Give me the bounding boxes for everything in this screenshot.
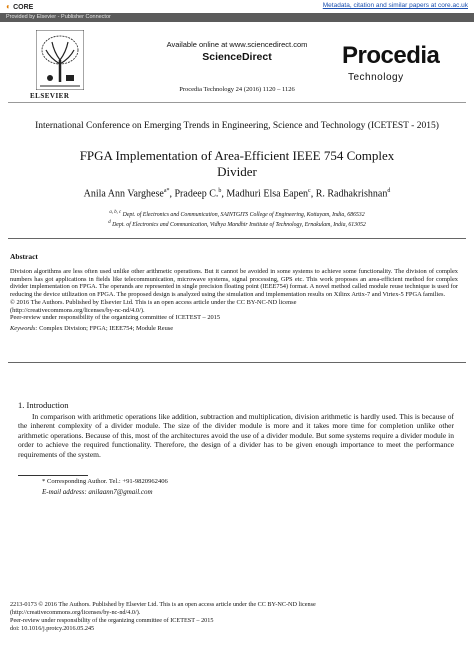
keywords-text: Complex Division; FPGA; IEEE754; Module Reuse [39, 324, 174, 332]
available-online-text: Available online at www.sciencedirect.com [166, 40, 308, 49]
elsevier-wordmark: ELSEVIER [30, 92, 70, 100]
affiliation-1 [20, 210, 454, 218]
procedia-logo: Procedia [342, 42, 440, 69]
footer-license-link[interactable]: (http://creativecommons.org/licenses/by-nc-nd/4.0/). [10, 609, 141, 616]
procedia-technology-subtitle: Technology [348, 72, 404, 83]
journal-reference: Procedia Technology 24 (2016) 1120 – 1126 [179, 86, 295, 93]
author-superscript: c [308, 188, 311, 194]
author-name: R. Radhakrishnan [315, 188, 388, 200]
abstract-peer-review: Peer-review under responsibility of the organizing committee of ICETEST – 2015 [10, 314, 221, 322]
affiliation-2-text: Dept. of Electronics and Communication, Vidhya Mandhir Institute of Technology, Ernakulam, India, 613052 [112, 221, 366, 228]
introduction-paragraph: In comparison with arithmetic operations like addition, subtraction and multiplication, division arithmetic is hardly used. This is because of the inherent complexity of a divider module. The size of the divider module is more and it takes more time for completion unlike other arithmetic operations. Because of this, most of the architectures avoid the use of a divider module. But some systems require a divider module in order to achieve the required functionality. Therefore, the design of a divider has to be given enough importance to meet the performance requirements of the system. [18, 412, 454, 459]
provider-text: Provided by Elsevier - Publisher Connector [6, 14, 111, 20]
page-footer [10, 601, 470, 633]
footer-doi[interactable]: doi: 10.1016/j.protcy.2016.05.245 [10, 625, 95, 632]
author-superscript: d [387, 188, 391, 194]
footer-peer-review: Peer-review under responsibility of the organizing committee of ICETEST – 2015 [10, 617, 214, 624]
paper-title-line-2: Divider [217, 164, 257, 179]
core-logo[interactable] [6, 2, 33, 11]
affiliation-2-superscript: d [108, 220, 111, 225]
sciencedirect-logo: ScienceDirect [202, 51, 272, 63]
keywords [10, 325, 458, 333]
abstract-license-link[interactable]: (http://creativecommons.org/licenses/by-nc-nd/4.0/). [10, 306, 145, 314]
author-superscript: a* [163, 188, 170, 194]
affiliation-2 [20, 220, 454, 228]
email-footnote: E-mail address: anilaann7@gmail.com [42, 488, 153, 496]
keywords-label: Keywords: [10, 324, 38, 332]
header-divider [8, 102, 466, 103]
conference-name: International Conference on Emerging Trends in Engineering, Science and Technology (ICETEST - 2015) [35, 121, 439, 131]
author-superscript: b [218, 188, 222, 194]
section-heading-introduction: 1. Introduction [18, 400, 69, 410]
corresponding-author-footnote: * Corresponding Author. Tel.: +91-9820962406 [42, 478, 168, 485]
abstract-copyright: © 2016 The Authors. Published by Elsevier Ltd. This is an open access article under the CC BY-NC-ND license [10, 298, 297, 306]
footnote-rule [18, 475, 88, 476]
abstract-text: Division algorithms are less often used unlike other arithmetic operations. But it cannot be avoided in some systems to achieve some functionality. The division of complex numbers has got applications in fields like telecommunication, microwave systems, signal processing, GPS etc. This work proposes an area-efficient method for complex divider implementation on FPGA. The operands are represented in single precision floating point (IEEE754) format. A novel method called module reuse technique is used for reducing the device utilization on FPGA. The proposed design is analyzed using the simulation and implementation results on Xilinx Artix-7 and Virtex-5 FPGA families. [10, 268, 458, 299]
affiliation-1-text: Dept. of Electronics and Communication, SAINTGITS College of Engineering, Kottayam, India, 686532 [122, 211, 365, 218]
footer-issn-line: 2213-0173 © 2016 The Authors. Published by Elsevier Ltd. This is an open access article under the CC BY-NC-ND license [10, 601, 316, 608]
paper-title [40, 148, 434, 180]
affiliation-1-superscript: a, b, c [109, 210, 122, 215]
core-logo-text: CORE [13, 4, 34, 11]
author-name: Madhuri Elsa Eapen [226, 188, 309, 200]
abstract-top-divider [8, 238, 466, 239]
author-name: Anila Ann Varghese [83, 188, 164, 200]
author-list: Anila Ann Varghese$^{a*}$, Pradeep C.$^b$, Madhuri Elsa Eapen$^c$, R. Radhakrishnan$^d$ [83, 188, 391, 200]
abstract-body [10, 268, 458, 333]
abstract-bottom-divider [8, 362, 466, 363]
core-metadata-link[interactable]: Metadata, citation and similar papers at core.ac.uk [322, 2, 468, 9]
abstract-heading: Abstract [10, 252, 38, 261]
paper-title-line-1: FPGA Implementation of Area-Efficient IEEE 754 Complex [79, 148, 395, 163]
author-name: Pradeep C. [174, 188, 219, 200]
core-logo-icon: ◐ [6, 2, 14, 11]
